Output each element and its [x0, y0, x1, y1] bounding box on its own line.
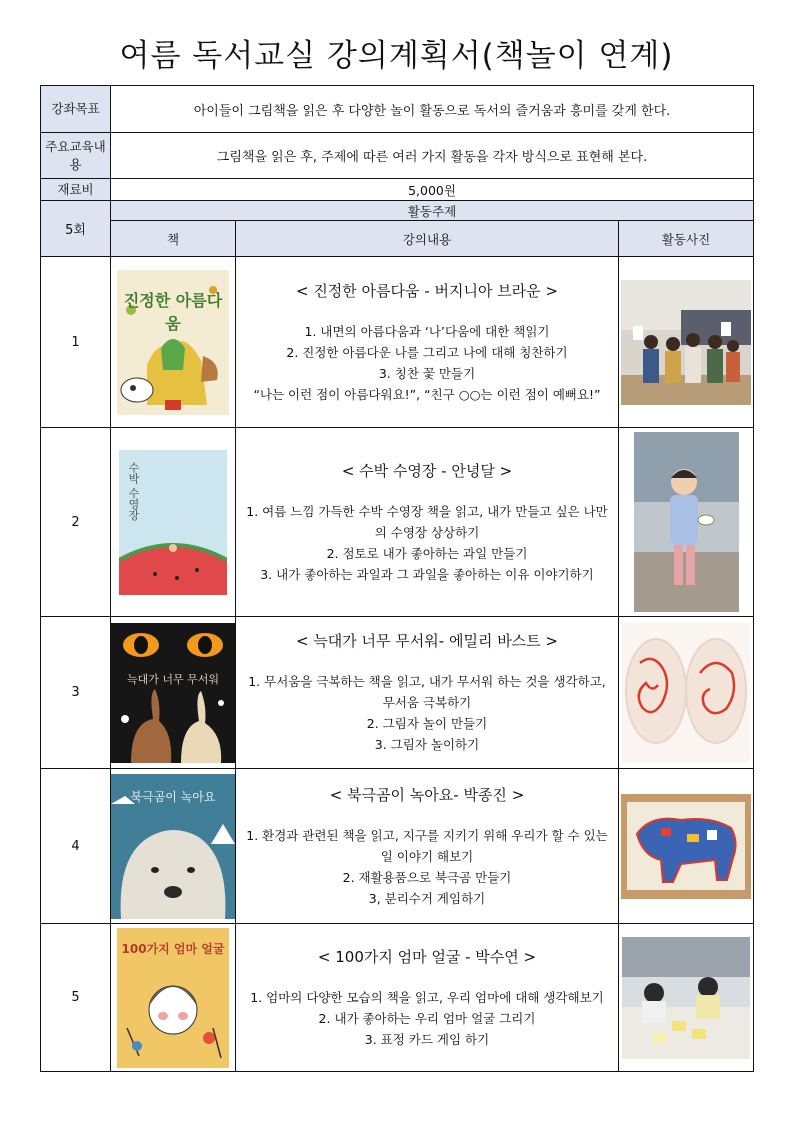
photo-header: 활동사진: [619, 221, 754, 257]
activity-photo-cell: [619, 257, 754, 428]
activity-item: 2. 진정한 아름다운 나를 그리고 나에 대해 칭찬하기: [286, 344, 568, 360]
activity-item: 3. 칭찬 꽃 만들기: [378, 365, 476, 381]
session-number: 5: [41, 924, 111, 1072]
book-title: < 수박 수영장 - 안녕달 >: [341, 461, 513, 480]
book-cover-cell: [111, 617, 236, 769]
activity-item: 1. 엄마의 다양한 모습의 책을 읽고, 우리 엄마에 대해 생각해보기: [250, 989, 604, 1005]
goal-label: 강좌목표: [41, 86, 111, 133]
activity-item: “나는 이런 점이 아름다워요!”, “친구 ○○는 이런 점이 예뻐요!”: [253, 386, 601, 402]
main-content-row: [41, 133, 754, 179]
book-cover-cell: [111, 924, 236, 1072]
book-cover-cell: [111, 257, 236, 428]
cost-row: [41, 179, 754, 201]
book-title: < 100가지 엄마 얼굴 - 박수연 >: [317, 947, 537, 966]
lecture-plan-table: [40, 85, 754, 1072]
activity-item: 1. 내면의 아름다움과 ‘나’다움에 대한 책읽기: [304, 323, 550, 339]
session-number: 3: [41, 617, 111, 769]
goal-row: [41, 86, 754, 133]
book-header: 책: [111, 221, 236, 257]
activity-item: 2. 재활용품으로 북극곰 만들기: [342, 869, 512, 885]
activity-photo-cell: [619, 617, 754, 769]
session-row: [41, 617, 754, 769]
activity-photo-cell: [619, 769, 754, 924]
book-cover-title: 진정한 아름다움: [123, 290, 223, 333]
activity-item: 3. 그림자 놀이하기: [374, 737, 480, 752]
theme-header-row: [41, 201, 754, 221]
lecture-content-cell: [236, 769, 619, 924]
book-title: < 늑대가 너무 무서워- 에밀리 바스트 >: [295, 632, 559, 650]
activity-item: 3, 분리수거 게임하기: [368, 890, 486, 906]
book-cover-image: [119, 450, 227, 595]
activity-photo: [621, 794, 751, 899]
theme-label: 활동주제: [111, 201, 754, 221]
activity-item: 2. 점토로 내가 좋아하는 과일 만들기: [326, 545, 528, 561]
cost-value: 5,000원: [111, 179, 754, 201]
activity-item: 3. 내가 좋아하는 과일과 그 과일을 좋아하는 이유 이야기하기: [260, 566, 594, 582]
book-cover-image: [111, 774, 235, 919]
lecture-content-cell: [236, 257, 619, 428]
book-cover-cell: [111, 428, 236, 617]
session-row: [41, 428, 754, 617]
lecture-content-cell: [236, 428, 619, 617]
session-number: 2: [41, 428, 111, 617]
book-title: < 진정한 아름다움 - 버지니아 브라운 >: [295, 281, 559, 300]
book-cover-title: 늑대가 너무 무서워: [126, 672, 219, 686]
lecture-content-cell: [236, 617, 619, 769]
book-cover-image: [111, 623, 235, 763]
goal-value: 아이들이 그림책을 읽은 후 다양한 놀이 활동으로 독서의 즐거움과 흥미를 갖게 한다.: [111, 86, 754, 133]
book-cover-title: 북극곰이 녹아요: [130, 789, 216, 804]
book-cover-cell: [111, 769, 236, 924]
main-content-label: 주요교육내용: [41, 133, 111, 179]
activity-item: 1. 환경과 관련된 책을 읽고, 지구를 지키기 위해 우리가 할 수 있는 일 이야기 해보기: [246, 827, 608, 864]
session-row: [41, 924, 754, 1072]
session-row: [41, 257, 754, 428]
book-cover-title: 수박 수영장: [127, 461, 140, 520]
session-row: [41, 769, 754, 924]
activity-photo: [622, 937, 750, 1059]
session-number: 4: [41, 769, 111, 924]
activity-item: 3. 표정 카드 게임 하기: [364, 1031, 490, 1047]
page-title: 여름 독서교실 강의계획서(책놀이 연계): [119, 38, 674, 74]
book-title: < 북극곰이 녹아요- 박종진 >: [329, 785, 525, 804]
book-cover-image: [117, 270, 229, 415]
activity-item: 2. 그림자 놀이 만들기: [366, 716, 488, 731]
book-cover-image: [117, 928, 229, 1068]
book-cover-title: 100가지 엄마 얼굴: [121, 941, 225, 956]
sessions-label: 5회: [41, 201, 111, 257]
activity-item: 2. 내가 좋아하는 우리 엄마 얼굴 그리기: [318, 1010, 536, 1026]
activity-photo: [634, 432, 739, 612]
activity-item: 1. 여름 느낌 가득한 수박 수영장 책을 읽고, 내가 만들고 싶은 나만의 수영장 상상하기: [246, 503, 608, 540]
activity-photo: [621, 280, 751, 405]
activity-photo-cell: [619, 428, 754, 617]
column-header-row: [41, 221, 754, 257]
activity-photo: [622, 623, 750, 763]
session-number: 1: [41, 257, 111, 428]
activity-photo-cell: [619, 924, 754, 1072]
activity-item: 1. 무서움을 극복하는 책을 읽고, 내가 무서워 하는 것을 생각하고, 무서움 극복하기: [248, 674, 606, 710]
main-content-value: 그림책을 읽은 후, 주제에 따른 여러 가지 활동을 각자 방식으로 표현해 본다.: [111, 133, 754, 179]
lecture-content-cell: [236, 924, 619, 1072]
content-header: 강의내용: [236, 221, 619, 257]
cost-label: 재료비: [41, 179, 111, 201]
